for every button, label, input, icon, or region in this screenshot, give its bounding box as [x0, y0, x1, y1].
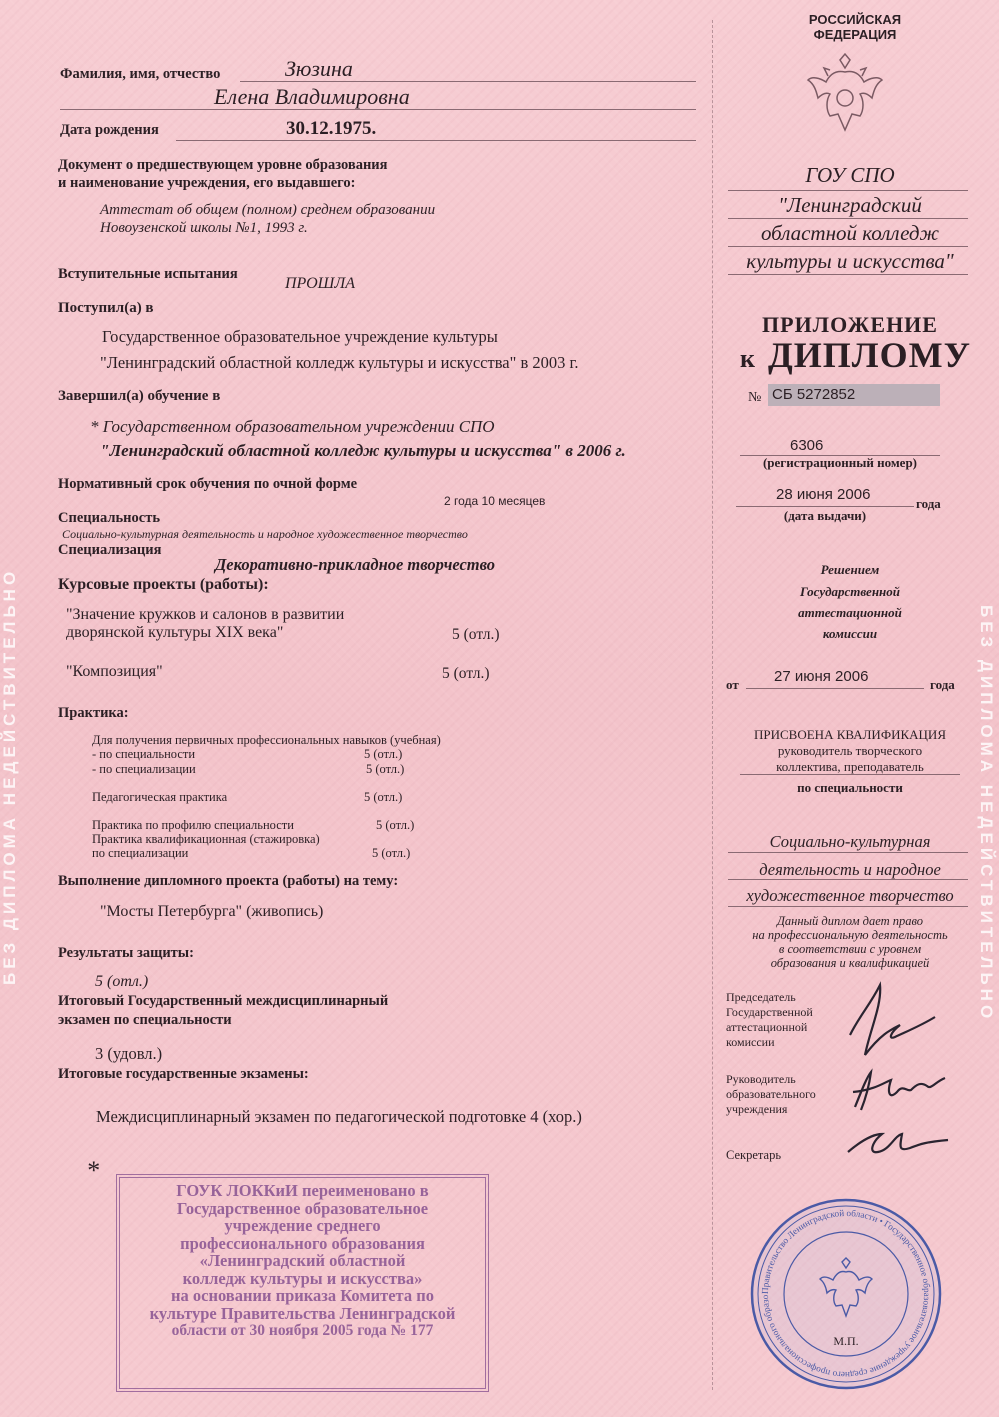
- institution-line-4: культуры и искусства": [746, 249, 954, 273]
- specialty-line-3: художественное творчество: [746, 886, 954, 905]
- rights-line-1: Данный диплом дает право: [776, 914, 924, 928]
- state-exam-value: Междисциплинарный экзамен по педагогической подготовке 4 (хор.): [96, 1107, 582, 1126]
- rename-stamp: [116, 1174, 489, 1392]
- chair-label-1: Председатель: [726, 990, 796, 1004]
- fio-line-2: [60, 109, 696, 110]
- head-label-1: Руководитель: [726, 1072, 796, 1086]
- project2-title: "Композиция": [66, 663, 163, 680]
- reg-number: 6306: [790, 437, 824, 454]
- practice-specz-grade: 5 (отл.): [366, 762, 405, 776]
- reg-caption: (регистрационный номер): [762, 455, 918, 470]
- institution-line-3: областной колледж: [760, 221, 940, 245]
- finished-value-2: "Ленинградский областной колледж культуры и искусства" в 2006 г.: [100, 441, 626, 460]
- stamp-line: Государственное образовательное: [176, 1198, 429, 1218]
- project2-grade: 5 (отл.): [442, 665, 490, 682]
- qualification-value-2: коллектива, преподаватель: [776, 759, 924, 774]
- official-seal: [748, 1196, 944, 1392]
- specialty-label: Специальность: [58, 510, 160, 526]
- fio-line-1: [240, 81, 696, 82]
- title-diploma: ДИПЛОМУ: [768, 335, 971, 375]
- diploma-project-value: "Мосты Петербурга" (живопись): [100, 903, 324, 920]
- surname-value: Зюзина: [285, 56, 353, 81]
- stamp-line: «Ленинградский областной: [199, 1251, 406, 1270]
- issue-line: [736, 506, 914, 507]
- stamp-line: профессионального образования: [180, 1233, 425, 1253]
- practice-intro: Для получения первичных профессиональных навыков (учебная): [92, 733, 441, 747]
- prev-doc-label-2: и наименование учреждения, его выдавшего:: [58, 175, 356, 191]
- prev-doc-value-1: Аттестат об общем (полном) среднем образовании: [100, 202, 436, 218]
- qual-line: [740, 774, 960, 775]
- issue-year-suffix: года: [916, 496, 941, 511]
- stamp-line: области от 30 ноября 2005 года № 177: [171, 1322, 434, 1339]
- decision-date: 27 июня 2006: [774, 668, 869, 685]
- chair-label-4: комиссии: [726, 1035, 775, 1049]
- inst-line-b: [728, 218, 968, 219]
- column-divider: [712, 20, 713, 1390]
- qualification-label: ПРИСВОЕНА КВАЛИФИКАЦИЯ: [754, 727, 946, 742]
- title-to-prefix: к: [740, 344, 755, 373]
- inst-line-c: [728, 246, 968, 247]
- projects-label: Курсовые проекты (работы):: [58, 576, 269, 593]
- inst-line-a: [728, 190, 968, 191]
- practice-prof-label: Практика по профилю специальности: [92, 818, 294, 832]
- decision-year-suffix: года: [930, 677, 955, 692]
- final-exam-label-2: экзамен по специальности: [58, 1012, 232, 1028]
- prev-doc-value-2: Новоузенской школы №1, 1993 г.: [100, 220, 308, 236]
- spec-line-a: [728, 852, 968, 853]
- finished-value-1: * Государственном образовательном учреждении СПО: [90, 417, 495, 436]
- specialization-label: Специализация: [58, 542, 162, 558]
- secretary-label: Секретарь: [726, 1148, 782, 1162]
- final-exam-label-1: Итоговый Государственный междисциплинарный: [58, 993, 389, 1009]
- left-margin-warning: БЕЗ ДИПЛОМА НЕДЕЙСТВИТЕЛЬНО: [0, 567, 19, 985]
- decision-line-4: комиссии: [822, 626, 878, 641]
- institution-line-2: "Ленинградский: [778, 193, 922, 217]
- prev-doc-label-1: Документ о предшествующем уровне образования: [58, 157, 388, 173]
- fio-label: Фамилия, имя, отчество: [60, 66, 221, 82]
- project1-line2: дворянской культуры XIX века": [66, 624, 284, 641]
- seal-ring-icon: [748, 1196, 944, 1392]
- chair-label-2: Государственной: [726, 1005, 813, 1019]
- defense-label: Результаты защиты:: [58, 945, 194, 961]
- term-value: 2 года 10 месяцев: [444, 494, 546, 508]
- stamp-line: ГОУК ЛОККиИ переименовано в: [176, 1181, 429, 1200]
- head-label-3: учреждения: [726, 1102, 788, 1116]
- chair-signature-icon: [840, 975, 940, 1070]
- qualification-value-1: руководитель творческого: [777, 743, 923, 758]
- state-exams-label: Итоговые государственные экзамены:: [58, 1066, 309, 1082]
- practice-ped-label: Педагогическая практика: [92, 790, 228, 804]
- practice-spec-label: - по специальности: [92, 747, 196, 761]
- from-prefix: от: [726, 677, 739, 692]
- given-names-value: Елена Владимировна: [214, 84, 410, 109]
- practice-qual-label-1: Практика квалификационная (стажировка): [92, 832, 320, 846]
- by-specialty: по специальности: [797, 780, 903, 795]
- issue-date: 28 июня 2006: [776, 486, 871, 503]
- finished-label: Завершил(а) обучение в: [58, 388, 221, 404]
- svg-text:Правительство Ленинградской об: Правительство Ленинградской области • Государственное образовательное учреждение среднего профессионального образо: [759, 1207, 933, 1381]
- rights-line-4: образования и квалификацией: [770, 956, 930, 970]
- title-appendix: ПРИЛОЖЕНИЕ: [762, 312, 938, 337]
- practice-label: Практика:: [58, 705, 129, 721]
- spec-line-b: [728, 879, 968, 880]
- head-label-2: образовательного: [726, 1087, 816, 1101]
- stamp-line: учреждение среднего: [224, 1216, 381, 1235]
- project1-grade: 5 (отл.): [452, 626, 500, 643]
- institution-line-1: ГОУ СПО: [805, 163, 895, 187]
- emblem-icon: [800, 50, 890, 140]
- enrolled-value-2: "Ленинградский областной колледж культуры и искусства" в 2003 г.: [100, 353, 579, 372]
- inst-line-d: [728, 274, 968, 275]
- number-prefix: №: [748, 390, 762, 405]
- final-exam-value: 3 (удовл.): [95, 1044, 163, 1063]
- asterisk-mark: *: [86, 1156, 99, 1185]
- spec-line-c: [728, 906, 968, 907]
- practice-ped-grade: 5 (отл.): [364, 790, 403, 804]
- stamp-line: культуре Правительства Ленинградской: [149, 1303, 456, 1323]
- entrance-value: ПРОШЛА: [285, 275, 355, 292]
- practice-qual-label-2: по специализации: [92, 846, 189, 860]
- practice-specz-label: - по специализации: [92, 762, 196, 776]
- project1-line1: "Значение кружков и салонов в развитии: [66, 606, 345, 623]
- rights-line-3: в соответствии с уровнем: [778, 942, 922, 956]
- specialization-value: Декоративно-прикладное творчество: [215, 555, 496, 574]
- secretary-signature-icon: [838, 1122, 958, 1167]
- issue-caption: (дата выдачи): [783, 508, 867, 523]
- country-line-2: ФЕДЕРАЦИЯ: [813, 27, 897, 42]
- defense-value: 5 (отл.): [95, 973, 149, 990]
- dob-value: 30.12.1975.: [286, 118, 377, 139]
- stamp-line: на основании приказа Комитета по: [170, 1286, 434, 1305]
- right-margin-warning: БЕЗ ДИПЛОМА НЕДЕЙСТВИТЕЛЬНО: [977, 605, 996, 1023]
- dob-line: [176, 140, 696, 141]
- decision-date-line: [746, 688, 924, 689]
- enrolled-value-1: Государственное образовательное учреждение культуры: [102, 327, 498, 346]
- number-value: СБ 5272852: [768, 384, 940, 406]
- practice-spec-grade: 5 (отл.): [364, 747, 403, 761]
- dob-label: Дата рождения: [60, 122, 159, 138]
- stamp-line: колледж культуры и искусства»: [182, 1268, 423, 1288]
- entrance-label: Вступительные испытания: [58, 266, 238, 282]
- decision-line-3: аттестационной: [798, 605, 902, 620]
- decision-line-2: Государственной: [799, 584, 900, 599]
- chair-label-3: аттестационной: [726, 1020, 808, 1034]
- specialty-line-2: деятельность и народное: [759, 860, 941, 879]
- decision-line-1: Решением: [820, 562, 880, 577]
- term-label: Нормативный срок обучения по очной форме: [58, 476, 358, 492]
- specialty-value: Социально-культурная деятельность и народное художественное творчество: [62, 527, 468, 541]
- seal-mp: М.П.: [833, 1334, 859, 1348]
- specialty-line-1: Социально-культурная: [769, 832, 931, 851]
- diploma-project-label: Выполнение дипломного проекта (работы) на тему:: [58, 873, 399, 889]
- rights-line-2: на профессиональную деятельность: [752, 928, 948, 942]
- practice-prof-grade: 5 (отл.): [376, 818, 415, 832]
- enrolled-label: Поступил(а) в: [58, 300, 154, 316]
- head-signature-icon: [845, 1062, 955, 1117]
- practice-qual-grade: 5 (отл.): [372, 846, 411, 860]
- country-line-1: РОССИЙСКАЯ: [808, 12, 902, 27]
